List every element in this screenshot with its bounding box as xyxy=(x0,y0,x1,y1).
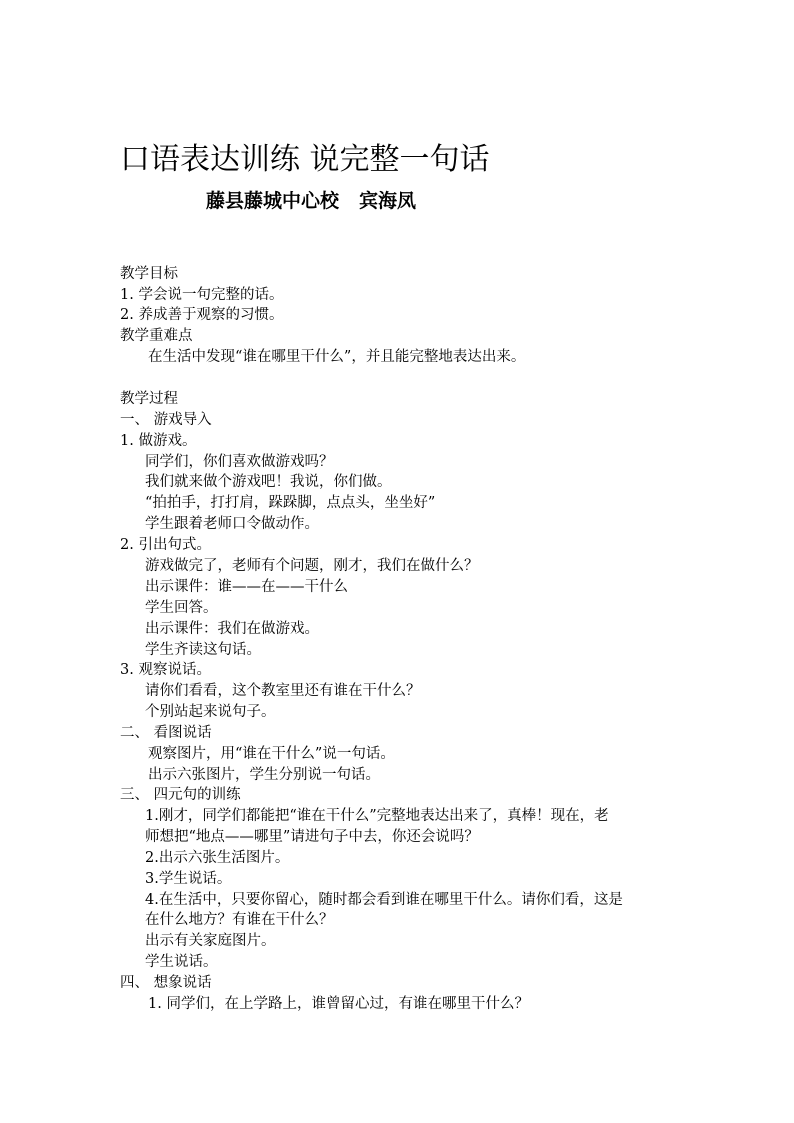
paragraph-line: 学生跟着老师口令做动作。 xyxy=(145,516,319,532)
paragraph-line: 同学们，你们喜欢做游戏吗？ xyxy=(145,454,334,470)
paragraph-line: 在生活中发现“谁在哪里干什么”，并且能完整地表达出来。 xyxy=(148,349,526,365)
paragraph-line: 在什么地方？有谁在干什么？ xyxy=(145,912,334,928)
author-school: 藤县藤城中心校 xyxy=(206,190,340,212)
paragraph-line: 个别站起来说句子。 xyxy=(145,704,276,720)
list-item: 1. 同学们，在上学路上，谁曾留心过，有谁在哪里干什么？ xyxy=(148,996,529,1012)
list-item: 3. 观察说话。 xyxy=(120,662,211,678)
paragraph-line: 4.在生活中，只要你留心，随时都会看到谁在哪里干什么。请你们看，这是 xyxy=(145,892,623,908)
goal-item: 2. 养成善于观察的习惯。 xyxy=(120,307,284,323)
section-heading: 三、 四元句的训练 xyxy=(120,787,241,803)
author-name: 宾海凤 xyxy=(359,190,417,212)
section-heading: 四、 想象说话 xyxy=(120,975,212,991)
paragraph-line: 请你们看看，这个教室里还有谁在干什么？ xyxy=(145,683,421,699)
paragraph-line: 学生回答。 xyxy=(145,600,218,616)
paragraph-line: 学生齐读这句话。 xyxy=(145,642,261,658)
section-heading: 一、 游戏导入 xyxy=(120,412,212,428)
paragraph-line: 游戏做完了，老师有个问题，刚才，我们在做什么？ xyxy=(145,558,479,574)
section-heading: 二、 看图说话 xyxy=(120,725,212,741)
paragraph-line: 出示有关家庭图片。 xyxy=(145,933,276,949)
author-line xyxy=(206,188,416,214)
paragraph-line: 我们就来做个游戏吧！我说，你们做。 xyxy=(145,474,392,490)
list-item: 2. 引出句式。 xyxy=(120,537,211,553)
heading-key-points: 教学重难点 xyxy=(120,328,193,344)
goal-item: 1. 学会说一句完整的话。 xyxy=(120,287,284,303)
paragraph-line: “拍拍手，打打肩，跺跺脚，点点头，坐坐好” xyxy=(145,495,436,511)
paragraph-line: 学生说话。 xyxy=(145,954,218,970)
heading-teaching-process: 教学过程 xyxy=(120,391,178,407)
document-title: 口语表达训练 说完整一句话 xyxy=(120,142,490,177)
paragraph-line: 观察图片，用“谁在干什么”说一句话。 xyxy=(148,746,395,762)
paragraph-line: 1.刚才，同学们都能把“谁在干什么”完整地表达出来了，真棒！现在，老 xyxy=(145,808,609,824)
paragraph-line: 出示课件：我们在做游戏。 xyxy=(145,621,319,637)
list-item: 1. 做游戏。 xyxy=(120,433,197,449)
paragraph-line: 出示课件：谁——在——干什么 xyxy=(145,579,348,595)
heading-teaching-goals: 教学目标 xyxy=(120,266,178,282)
paragraph-line: 3.学生说话。 xyxy=(145,871,232,887)
paragraph-line: 出示六张图片，学生分别说一句话。 xyxy=(148,767,380,783)
paragraph-line: 师想把“地点——哪里”请进句子中去，你还会说吗？ xyxy=(145,829,479,845)
paragraph-line: 2.出示六张生活图片。 xyxy=(145,850,290,866)
